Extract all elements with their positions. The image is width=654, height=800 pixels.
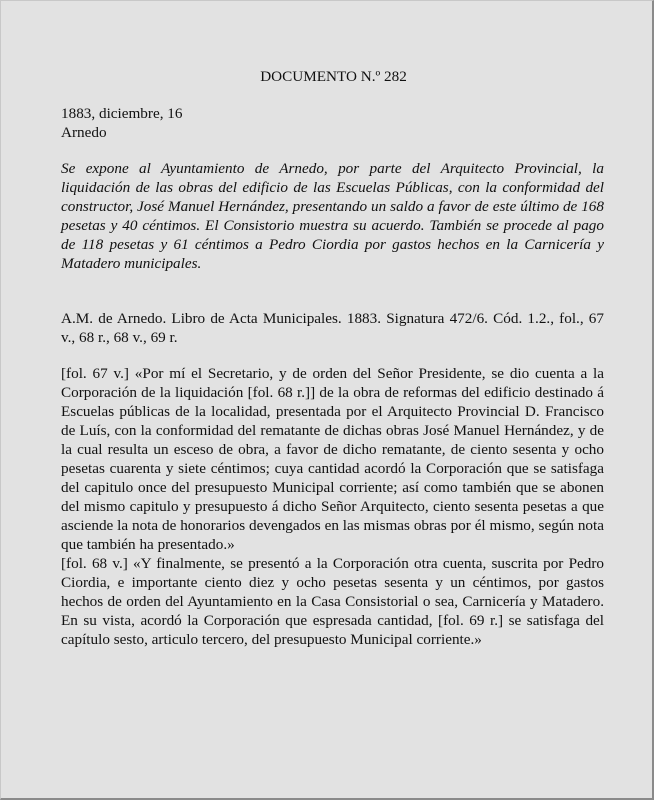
transcription-body bbox=[61, 364, 604, 649]
transcription-paragraph-2: [fol. 68 v.] «Y finalmente, se presentó a la Corporación otra cuenta, suscrita por Pedro Ciordia, e importante ciento diez y ocho pesetas sesenta y un céntimos, por gastos hechos de orden del Ayuntamiento en la Casa Consistorial o sea, Carnicería y Matadero. En su vista, acordó la Corporación que espresada cantidad, [fol. 69 r.] se satisfaga del capítulo sesto, articulo tercero, del presupuesto Municipal corriente.» bbox=[61, 555, 604, 648]
document-content bbox=[61, 67, 604, 649]
transcription-paragraph-1: [fol. 67 v.] «Por mí el Secretario, y de orden del Señor Presidente, se dio cuenta a la Corporación de la liquidación [fol. 68 r.]] de la obra de reformas del edificio destinado á Escuelas públicas de la localidad, presentada por el Arquitecto Provincial D. Francisco de Luís, con la conformidad del rematante de dichas obras José Manuel Hernández, y de la cual resulta un esceso de obra, a favor de dicho rematante, de ciento sesenta y ocho pesetas cuarenta y siete céntimos; cuya cantidad acordó la Corporación que se satisfaga del capitulo once del presupuesto Municipal corriente; así como también que se abonen del mismo capitulo y presupuesto á dicho Señor Arquitecto, ciento sesenta pesetas a que asciende la nota de honorarios devengados en las mismas obras por él mismo, según nota que también ha presentado.» bbox=[61, 365, 604, 553]
document-place: Arnedo bbox=[61, 124, 107, 141]
date-place-block bbox=[61, 104, 604, 142]
archive-source: A.M. de Arnedo. Libro de Acta Municipales. 1883. Signatura 472/6. Cód. 1.2., fol., 67 v., 68 r., 68 v., 69 r. bbox=[61, 310, 604, 346]
document-summary: Se expone al Ayuntamiento de Arnedo, por parte del Arquitecto Provincial, la liquidación de las obras del edificio de las Escuelas Públicas, con la conformidad del constructor, José Manuel Hernández, presentando un saldo a favor de este último de 168 pesetas y 40 céntimos. El Consistorio muestra su acuerdo. También se procede al pago de 118 pesetas y 61 céntimos a Pedro Ciordia por gastos hechos en la Carnicería y Matadero municipales. bbox=[61, 160, 604, 272]
document-date: 1883, diciembre, 16 bbox=[61, 105, 183, 122]
document-title: DOCUMENTO N.º 282 bbox=[260, 68, 407, 85]
